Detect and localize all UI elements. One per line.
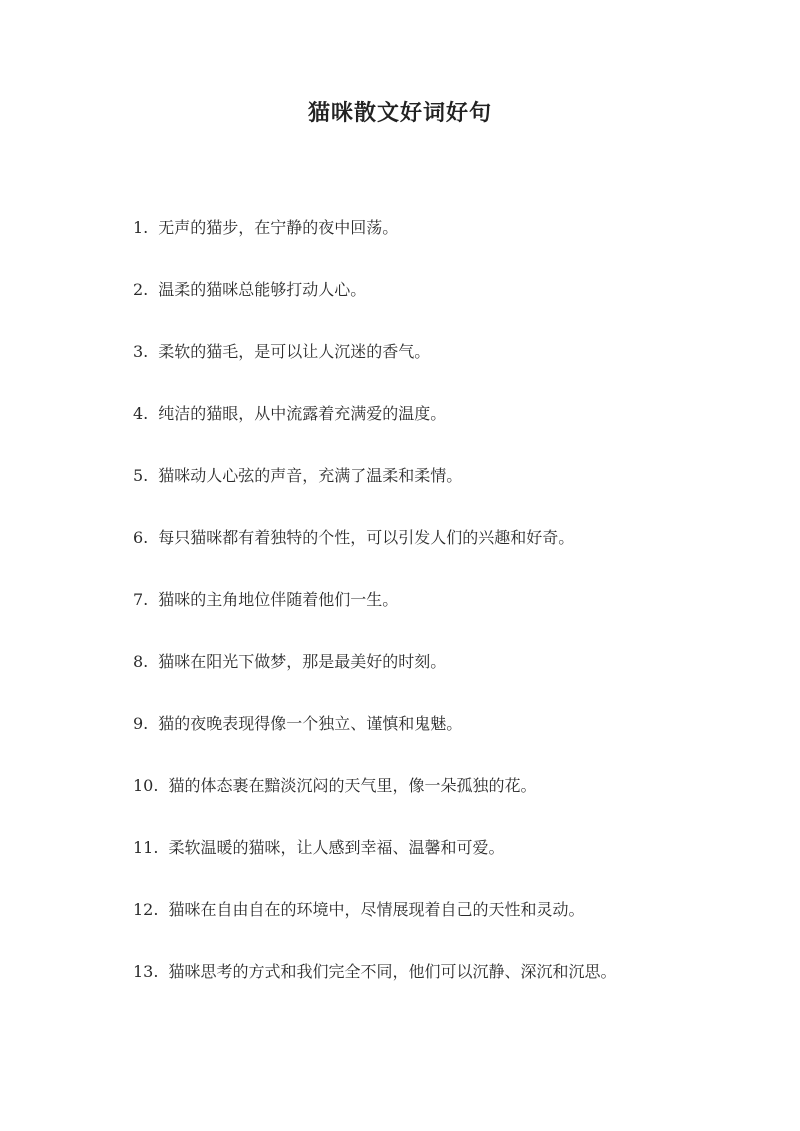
item-number: 1. <box>133 218 149 237</box>
list-item <box>133 650 763 712</box>
item-number: 7. <box>133 590 149 609</box>
document-title: 猫咪散文好词好句 <box>307 100 492 126</box>
item-text: 猫咪动人心弦的声音，充满了温柔和柔情。 <box>158 466 463 485</box>
item-number: 9. <box>133 714 149 733</box>
item-text: 猫的体态裹在黯淡沉闷的天气里，像一朵孤独的花。 <box>168 776 537 795</box>
item-number: 12. <box>133 900 159 919</box>
list-item <box>133 588 763 650</box>
list-item <box>133 712 763 774</box>
list-item <box>133 960 763 1022</box>
list-item <box>133 836 763 898</box>
list-item <box>133 340 763 402</box>
list-item <box>133 464 763 526</box>
item-number: 13. <box>133 962 159 981</box>
list-item <box>133 278 763 340</box>
item-number: 6. <box>133 528 149 547</box>
item-text: 柔软温暖的猫咪，让人感到幸福、温馨和可爱。 <box>168 838 505 857</box>
item-number: 2. <box>133 280 149 299</box>
item-number: 10. <box>133 776 159 795</box>
item-text: 纯洁的猫眼，从中流露着充满爱的温度。 <box>158 404 447 423</box>
list-item <box>133 526 763 588</box>
item-number: 5. <box>133 466 149 485</box>
item-text: 每只猫咪都有着独特的个性，可以引发人们的兴趣和好奇。 <box>158 528 575 547</box>
list-item <box>133 898 763 960</box>
item-text: 猫咪在自由自在的环境中，尽情展现着自己的天性和灵动。 <box>168 900 585 919</box>
sentence-list <box>133 216 763 1022</box>
item-text: 温柔的猫咪总能够打动人心。 <box>158 280 367 299</box>
item-text: 无声的猫步，在宁静的夜中回荡。 <box>158 218 399 237</box>
item-number: 4. <box>133 404 149 423</box>
item-number: 3. <box>133 342 149 361</box>
item-text: 猫咪思考的方式和我们完全不同，他们可以沉静、深沉和沉思。 <box>168 962 617 981</box>
item-text: 猫的夜晚表现得像一个独立、谨慎和鬼魅。 <box>158 714 463 733</box>
item-number: 11. <box>133 838 159 857</box>
item-text: 猫咪的主角地位伴随着他们一生。 <box>158 590 399 609</box>
item-text: 猫咪在阳光下做梦，那是最美好的时刻。 <box>158 652 447 671</box>
item-text: 柔软的猫毛，是可以让人沉迷的香气。 <box>158 342 431 361</box>
list-item <box>133 216 763 278</box>
item-number: 8. <box>133 652 149 671</box>
list-item <box>133 774 763 836</box>
list-item <box>133 402 763 464</box>
